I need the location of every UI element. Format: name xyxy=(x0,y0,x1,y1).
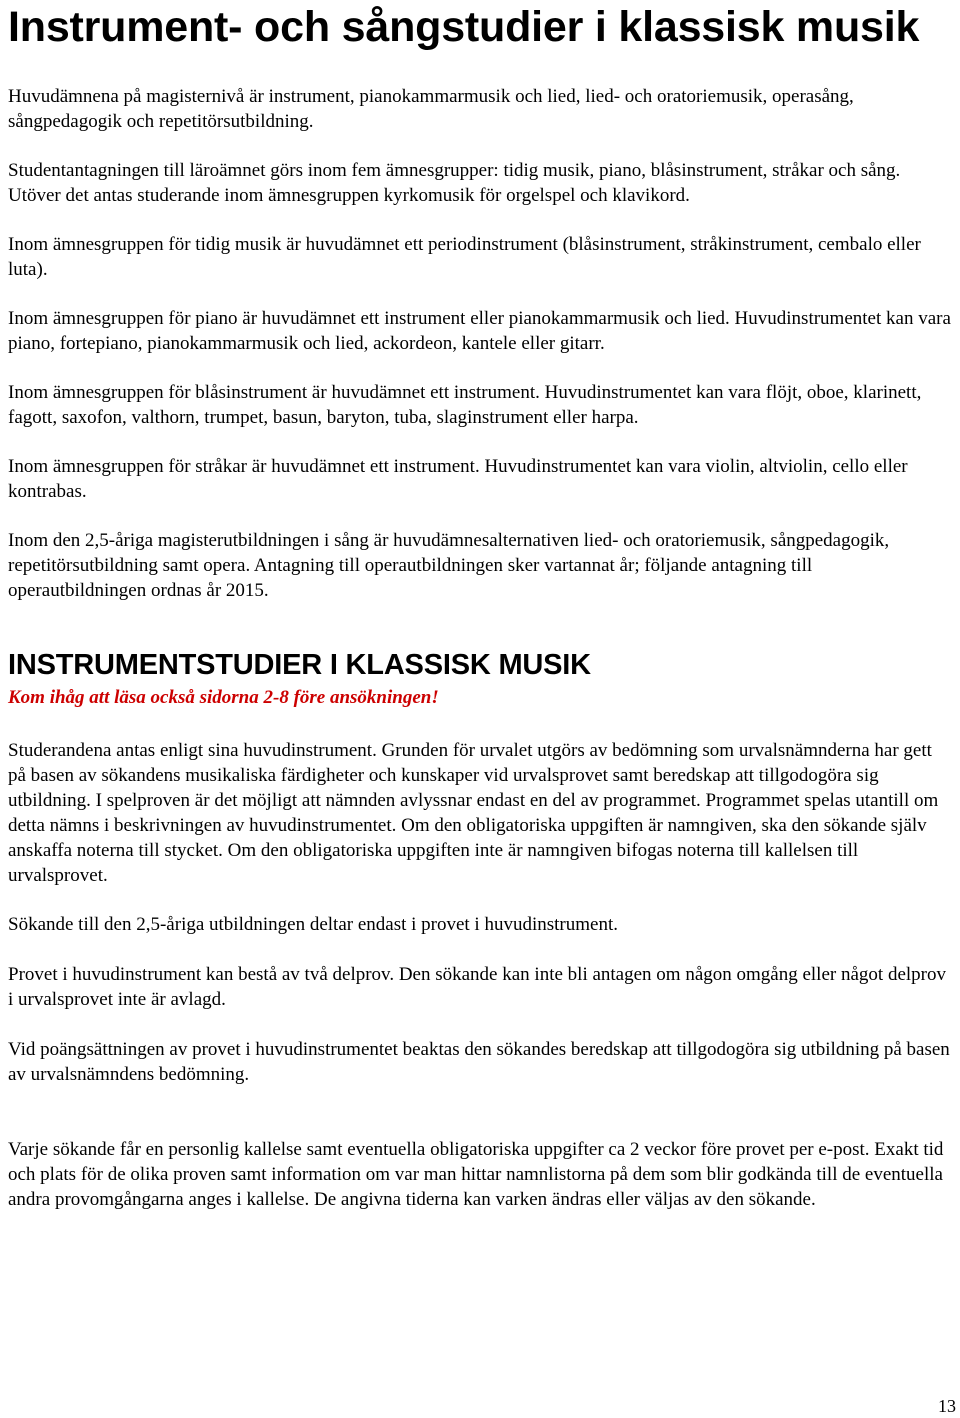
document-page xyxy=(8,0,954,1212)
intro-paragraph-6: Inom ämnesgruppen för stråkar är huvudämnet ett instrument. Huvudinstrumentet kan vara violin, altviolin, cello eller kontrabas. xyxy=(8,456,908,502)
intro-paragraph-5: Inom ämnesgruppen för blåsinstrument är huvudämnet ett instrument. Huvudinstrumentet kan vara flöjt, oboe, klarinett, fagott, saxofon, valthorn, trumpet, basun, baryton, tuba, slaginstrument eller harpa. xyxy=(8,382,922,428)
body-paragraph-2: Sökande till den 2,5-åriga utbildningen deltar endast i provet i huvudinstrument. xyxy=(8,914,618,935)
section-heading: INSTRUMENTSTUDIER I KLASSISK MUSIK xyxy=(8,649,591,681)
body-paragraph-1: Studerandena antas enligt sina huvudinstrument. Grunden för urvalet utgörs av bedömning som urvalsnämnderna har gett på basen av sökandens musikaliska färdigheter och kunskaper vid urvalsprovet samt beredskap att tillgodogöra sig utbildning. I spelproven är det möjligt att nämnden avlyssnar endast en del av programmet. Programmet spelas utantill om detta nämns i beskrivningen av huvudinstrumentet. Om den obligatoriska uppgiften är namngiven, ska den sökande själv anskaffa noterna till stycket. Om den obligatoriska uppgiften inte är namngiven bifogas noterna till kallelsen till urvalsprovet. xyxy=(8,740,939,886)
body-section xyxy=(8,738,954,1212)
intro-paragraph-7: Inom den 2,5-åriga magisterutbildningen i sång är huvudämnesalternativen lied- och oratoriemusik, sångpedagogik, repetitörsutbildning samt opera. Antagning till operautbildningen sker vartannat år; följande antagning till operautbildningen ordnas år 2015. xyxy=(8,530,890,601)
body-paragraph-5: Varje sökande får en personlig kallelse samt eventuella obligatoriska uppgifter ca 2 veckor före provet per e-post. Exakt tid och plats för de olika proven samt information om var man hittar namnlistorna på dem som blir godkända till de eventuella andra provomgångarna anges i kallelse. De angivna tiderna kan varken ändras eller väljas av den sökande. xyxy=(8,1139,944,1210)
reminder-note: Kom ihåg att läsa också sidorna 2-8 före ansökningen! xyxy=(8,687,439,708)
page-number: 13 xyxy=(938,1396,956,1416)
body-paragraph-3: Provet i huvudinstrument kan bestå av två delprov. Den sökande kan inte bli antagen om någon omgång eller något delprov i urvalsprovet inte är avlagd. xyxy=(8,964,946,1010)
page-title: Instrument- och sångstudier i klassisk musik xyxy=(8,3,920,51)
body-paragraph-4: Vid poängsättningen av provet i huvudinstrumentet beaktas den sökandes beredskap att tillgodogöra sig utbildning på basen av urvalsnämndens bedömning. xyxy=(8,1039,950,1085)
intro-paragraph-4: Inom ämnesgruppen för piano är huvudämnet ett instrument eller pianokammarmusik och lied. Huvudinstrumentet kan vara piano, fortepiano, pianokammarmusik och lied, ackordeon, kantele eller gitarr. xyxy=(8,308,951,354)
intro-paragraph-3: Inom ämnesgruppen för tidig musik är huvudämnet ett periodinstrument (blåsinstrument, stråkinstrument, cembalo eller luta). xyxy=(8,234,921,280)
intro-paragraph-1: Huvudämnena på magisternivå är instrument, pianokammarmusik och lied, lied- och oratoriemusik, operasång, sångpedagogik och repetitörsutbildning. xyxy=(8,86,854,132)
intro-section xyxy=(8,84,954,603)
intro-paragraph-2: Studentantagningen till läroämnet görs inom fem ämnesgrupper: tidig musik, piano, blåsinstrument, stråkar och sång. Utöver det antas studerande inom ämnesgruppen kyrkomusik för orgelspel och klavikord. xyxy=(8,160,901,206)
